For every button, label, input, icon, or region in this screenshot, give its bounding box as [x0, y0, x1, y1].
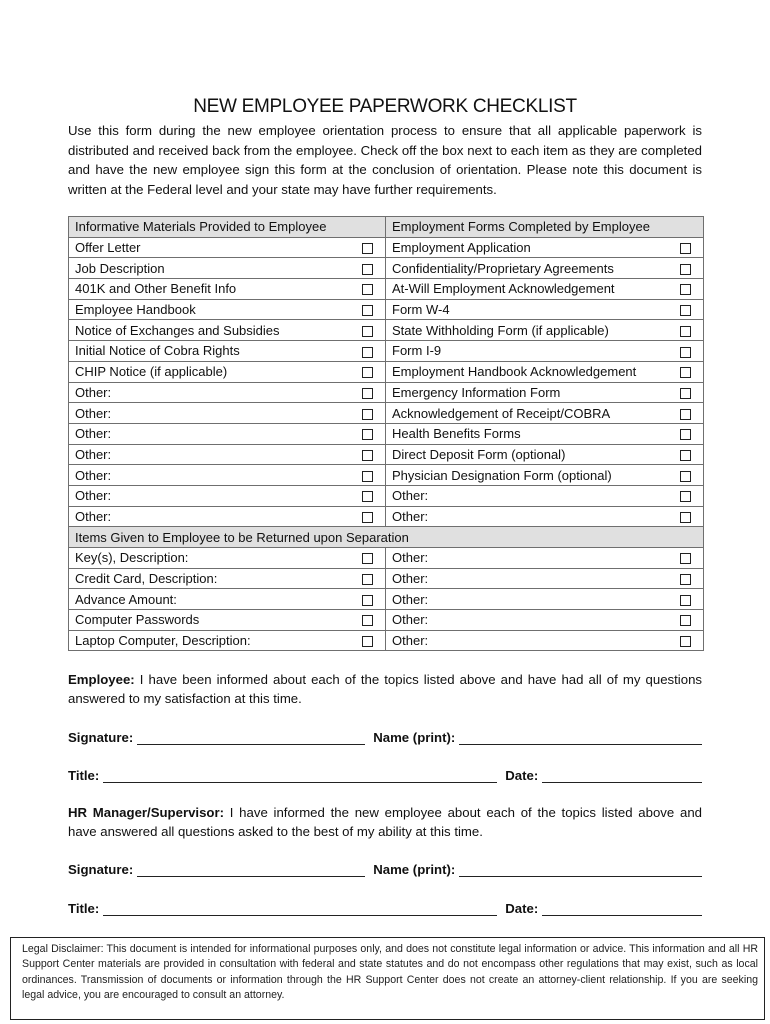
checklist-row: [69, 237, 704, 258]
right-item-checkbox[interactable]: [680, 347, 691, 358]
right-item-label: Emergency Information Form: [386, 382, 669, 403]
checklist-row: [69, 568, 704, 589]
right-item-checkbox-cell: [669, 299, 704, 320]
right-item-checkbox[interactable]: [680, 615, 691, 626]
left-item-checkbox-cell: [351, 279, 386, 300]
checklist-row: [69, 299, 704, 320]
right-item-label: Health Benefits Forms: [386, 423, 669, 444]
right-item-label: Form I-9: [386, 341, 669, 362]
right-item-label: Form W-4: [386, 299, 669, 320]
left-item-label: Other:: [69, 506, 351, 527]
right-item-checkbox[interactable]: [680, 326, 691, 337]
employee-signature-line: [68, 727, 702, 745]
right-item-label: Physician Designation Form (optional): [386, 465, 669, 486]
right-item-checkbox[interactable]: [680, 450, 691, 461]
right-item-checkbox-cell: [669, 279, 704, 300]
left-item-checkbox[interactable]: [362, 471, 373, 482]
checklist-row: [69, 630, 704, 651]
hr-label: HR Manager/Supervisor:: [68, 805, 224, 820]
left-column-header: Informative Materials Provided to Employee: [69, 217, 386, 238]
employee-text: I have been informed about each of the topics listed above and have had all of my questions answered to my satisfaction at this time.: [68, 672, 702, 706]
left-item-checkbox-cell: [351, 444, 386, 465]
employee-signature-field[interactable]: [137, 731, 365, 745]
left-item-checkbox[interactable]: [362, 512, 373, 523]
left-item-checkbox-cell: [351, 589, 386, 610]
checklist-row: [69, 382, 704, 403]
left-item-label: Other:: [69, 403, 351, 424]
right-item-checkbox[interactable]: [680, 388, 691, 399]
left-item-checkbox-cell: [351, 548, 386, 569]
section2-header: Items Given to Employee to be Returned upon Separation: [69, 527, 704, 548]
left-item-checkbox-cell: [351, 506, 386, 527]
right-item-checkbox-cell: [669, 589, 704, 610]
checklist-row: [69, 341, 704, 362]
employee-name-label: Name (print):: [373, 730, 456, 745]
right-item-label: State Withholding Form (if applicable): [386, 320, 669, 341]
left-item-checkbox-cell: [351, 423, 386, 444]
checklist-row: [69, 589, 704, 610]
left-item-checkbox[interactable]: [362, 347, 373, 358]
right-item-checkbox[interactable]: [680, 264, 691, 275]
legal-disclaimer: [10, 937, 765, 1020]
right-item-checkbox[interactable]: [680, 512, 691, 523]
right-item-checkbox-cell: [669, 320, 704, 341]
intro-paragraph: Use this form during the new employee orientation process to ensure that all applicable paperwork is distributed and received back from the employee. Check off the box next to each item as they are completed and have the new employee sign this form at the conclusion of orientation. Please note this document is written at the Federal level and your state may have further requirements.: [68, 123, 702, 197]
hr-date-label: Date:: [505, 901, 539, 916]
right-item-label: Other:: [386, 610, 669, 631]
section2-header-row: [69, 527, 704, 548]
right-item-checkbox-cell: [669, 341, 704, 362]
left-item-label: Job Description: [69, 258, 351, 279]
left-item-checkbox-cell: [351, 465, 386, 486]
right-item-label: Other:: [386, 568, 669, 589]
checklist-row: [69, 610, 704, 631]
right-item-label: Confidentiality/Proprietary Agreements: [386, 258, 669, 279]
right-item-checkbox-cell: [669, 465, 704, 486]
left-item-label: Initial Notice of Cobra Rights: [69, 341, 351, 362]
left-item-label: Credit Card, Description:: [69, 568, 351, 589]
right-item-checkbox-cell: [669, 423, 704, 444]
checklist-row: [69, 320, 704, 341]
left-item-checkbox[interactable]: [362, 243, 373, 254]
left-item-checkbox[interactable]: [362, 636, 373, 647]
checklist-row: [69, 361, 704, 382]
right-item-checkbox[interactable]: [680, 553, 691, 564]
right-item-checkbox[interactable]: [680, 243, 691, 254]
right-item-label: Acknowledgement of Receipt/COBRA: [386, 403, 669, 424]
hr-signature-label: Signature:: [68, 862, 134, 877]
right-item-checkbox-cell: [669, 382, 704, 403]
hr-date-field[interactable]: [542, 902, 702, 916]
right-item-label: Direct Deposit Form (optional): [386, 444, 669, 465]
right-item-checkbox[interactable]: [680, 305, 691, 316]
left-item-checkbox[interactable]: [362, 409, 373, 420]
left-item-checkbox[interactable]: [362, 615, 373, 626]
left-item-checkbox[interactable]: [362, 553, 373, 564]
left-item-checkbox-cell: [351, 568, 386, 589]
left-item-checkbox-cell: [351, 258, 386, 279]
left-item-checkbox-cell: [351, 320, 386, 341]
left-item-checkbox[interactable]: [362, 595, 373, 606]
right-item-label: Other:: [386, 485, 669, 506]
right-item-label: Other:: [386, 548, 669, 569]
hr-title-line: [68, 898, 702, 916]
left-item-checkbox[interactable]: [362, 367, 373, 378]
employee-title-field[interactable]: [103, 769, 497, 783]
right-item-checkbox-cell: [669, 568, 704, 589]
hr-name-field[interactable]: [459, 863, 702, 877]
left-item-checkbox[interactable]: [362, 491, 373, 502]
left-item-checkbox-cell: [351, 299, 386, 320]
right-item-label: At-Will Employment Acknowledgement: [386, 279, 669, 300]
employee-signature-label: Signature:: [68, 730, 134, 745]
right-item-checkbox[interactable]: [680, 471, 691, 482]
left-item-checkbox-cell: [351, 485, 386, 506]
right-item-checkbox[interactable]: [680, 367, 691, 378]
right-item-checkbox-cell: [669, 403, 704, 424]
hr-title-field[interactable]: [103, 902, 497, 916]
left-item-checkbox[interactable]: [362, 450, 373, 461]
checklist-row: [69, 258, 704, 279]
hr-text: I have informed the new employee about each of the topics listed above and have answered all questions asked to the best of my ability at this time.: [68, 805, 702, 839]
right-item-label: Other:: [386, 630, 669, 651]
page-title: NEW EMPLOYEE PAPERWORK CHECKLIST: [193, 96, 577, 117]
left-item-label: Other:: [69, 485, 351, 506]
disclaimer-label: Legal Disclaimer:: [22, 943, 104, 955]
left-item-label: Offer Letter: [69, 237, 351, 258]
right-item-checkbox[interactable]: [680, 429, 691, 440]
left-item-label: Laptop Computer, Description:: [69, 630, 351, 651]
right-item-checkbox[interactable]: [680, 595, 691, 606]
left-item-label: Other:: [69, 423, 351, 444]
right-item-checkbox[interactable]: [680, 636, 691, 647]
right-item-checkbox-cell: [669, 361, 704, 382]
right-item-label: Other:: [386, 506, 669, 527]
right-item-checkbox-cell: [669, 610, 704, 631]
right-column-header: Employment Forms Completed by Employee: [386, 217, 704, 238]
right-item-label: Other:: [386, 589, 669, 610]
left-item-label: 401K and Other Benefit Info: [69, 279, 351, 300]
right-item-checkbox[interactable]: [680, 409, 691, 420]
left-item-label: Other:: [69, 382, 351, 403]
left-item-checkbox-cell: [351, 403, 386, 424]
right-item-checkbox-cell: [669, 506, 704, 527]
hr-statement: [68, 803, 702, 841]
checklist-row: [69, 444, 704, 465]
checklist-row: [69, 506, 704, 527]
checklist-table: [68, 216, 704, 651]
disclaimer-text: This document is intended for informational purposes only, and does not constitute legal information or advice. This information and all HR Support Center materials are provided in consultation with federal and state statutes and do not encompass other regulations that may exist, such as local ordinances. Transmission of documents or information through the HR Support Center does not create an attorney-client relationship. If you are seeking legal advice, you are encouraged to consult an attorney.: [22, 943, 758, 1002]
checklist-row: [69, 485, 704, 506]
right-item-label: Employment Handbook Acknowledgement: [386, 361, 669, 382]
employee-title-label: Title:: [68, 768, 100, 783]
checklist-row: [69, 423, 704, 444]
left-item-checkbox[interactable]: [362, 429, 373, 440]
left-item-checkbox[interactable]: [362, 264, 373, 275]
right-item-checkbox[interactable]: [680, 284, 691, 295]
right-item-checkbox[interactable]: [680, 574, 691, 585]
left-item-label: Other:: [69, 465, 351, 486]
left-item-checkbox[interactable]: [362, 574, 373, 585]
employee-title-line: [68, 765, 702, 783]
checklist-row: [69, 465, 704, 486]
left-item-checkbox-cell: [351, 237, 386, 258]
checklist-row: [69, 279, 704, 300]
right-item-checkbox-cell: [669, 237, 704, 258]
left-item-checkbox[interactable]: [362, 305, 373, 316]
right-item-checkbox-cell: [669, 630, 704, 651]
employee-name-field[interactable]: [459, 731, 702, 745]
left-item-label: Employee Handbook: [69, 299, 351, 320]
employee-date-label: Date:: [505, 768, 539, 783]
left-item-label: Notice of Exchanges and Subsidies: [69, 320, 351, 341]
left-item-label: CHIP Notice (if applicable): [69, 361, 351, 382]
left-item-label: Advance Amount:: [69, 589, 351, 610]
right-item-checkbox-cell: [669, 485, 704, 506]
left-item-label: Other:: [69, 444, 351, 465]
employee-label: Employee:: [68, 672, 135, 687]
left-item-label: Computer Passwords: [69, 610, 351, 631]
right-item-checkbox-cell: [669, 548, 704, 569]
right-item-checkbox-cell: [669, 444, 704, 465]
employee-statement: [68, 670, 702, 708]
right-item-checkbox[interactable]: [680, 491, 691, 502]
left-item-checkbox[interactable]: [362, 326, 373, 337]
right-item-checkbox-cell: [669, 258, 704, 279]
checklist-header-row: [69, 217, 704, 238]
left-item-checkbox-cell: [351, 610, 386, 631]
left-item-checkbox[interactable]: [362, 284, 373, 295]
hr-title-label: Title:: [68, 901, 100, 916]
hr-signature-line: [68, 859, 702, 877]
left-item-checkbox-cell: [351, 630, 386, 651]
checklist-row: [69, 403, 704, 424]
left-item-checkbox-cell: [351, 382, 386, 403]
checklist-row: [69, 548, 704, 569]
hr-name-label: Name (print):: [373, 862, 456, 877]
right-item-label: Employment Application: [386, 237, 669, 258]
left-item-checkbox-cell: [351, 361, 386, 382]
left-item-label: Key(s), Description:: [69, 548, 351, 569]
left-item-checkbox[interactable]: [362, 388, 373, 399]
hr-signature-field[interactable]: [137, 863, 365, 877]
employee-date-field[interactable]: [542, 769, 702, 783]
left-item-checkbox-cell: [351, 341, 386, 362]
